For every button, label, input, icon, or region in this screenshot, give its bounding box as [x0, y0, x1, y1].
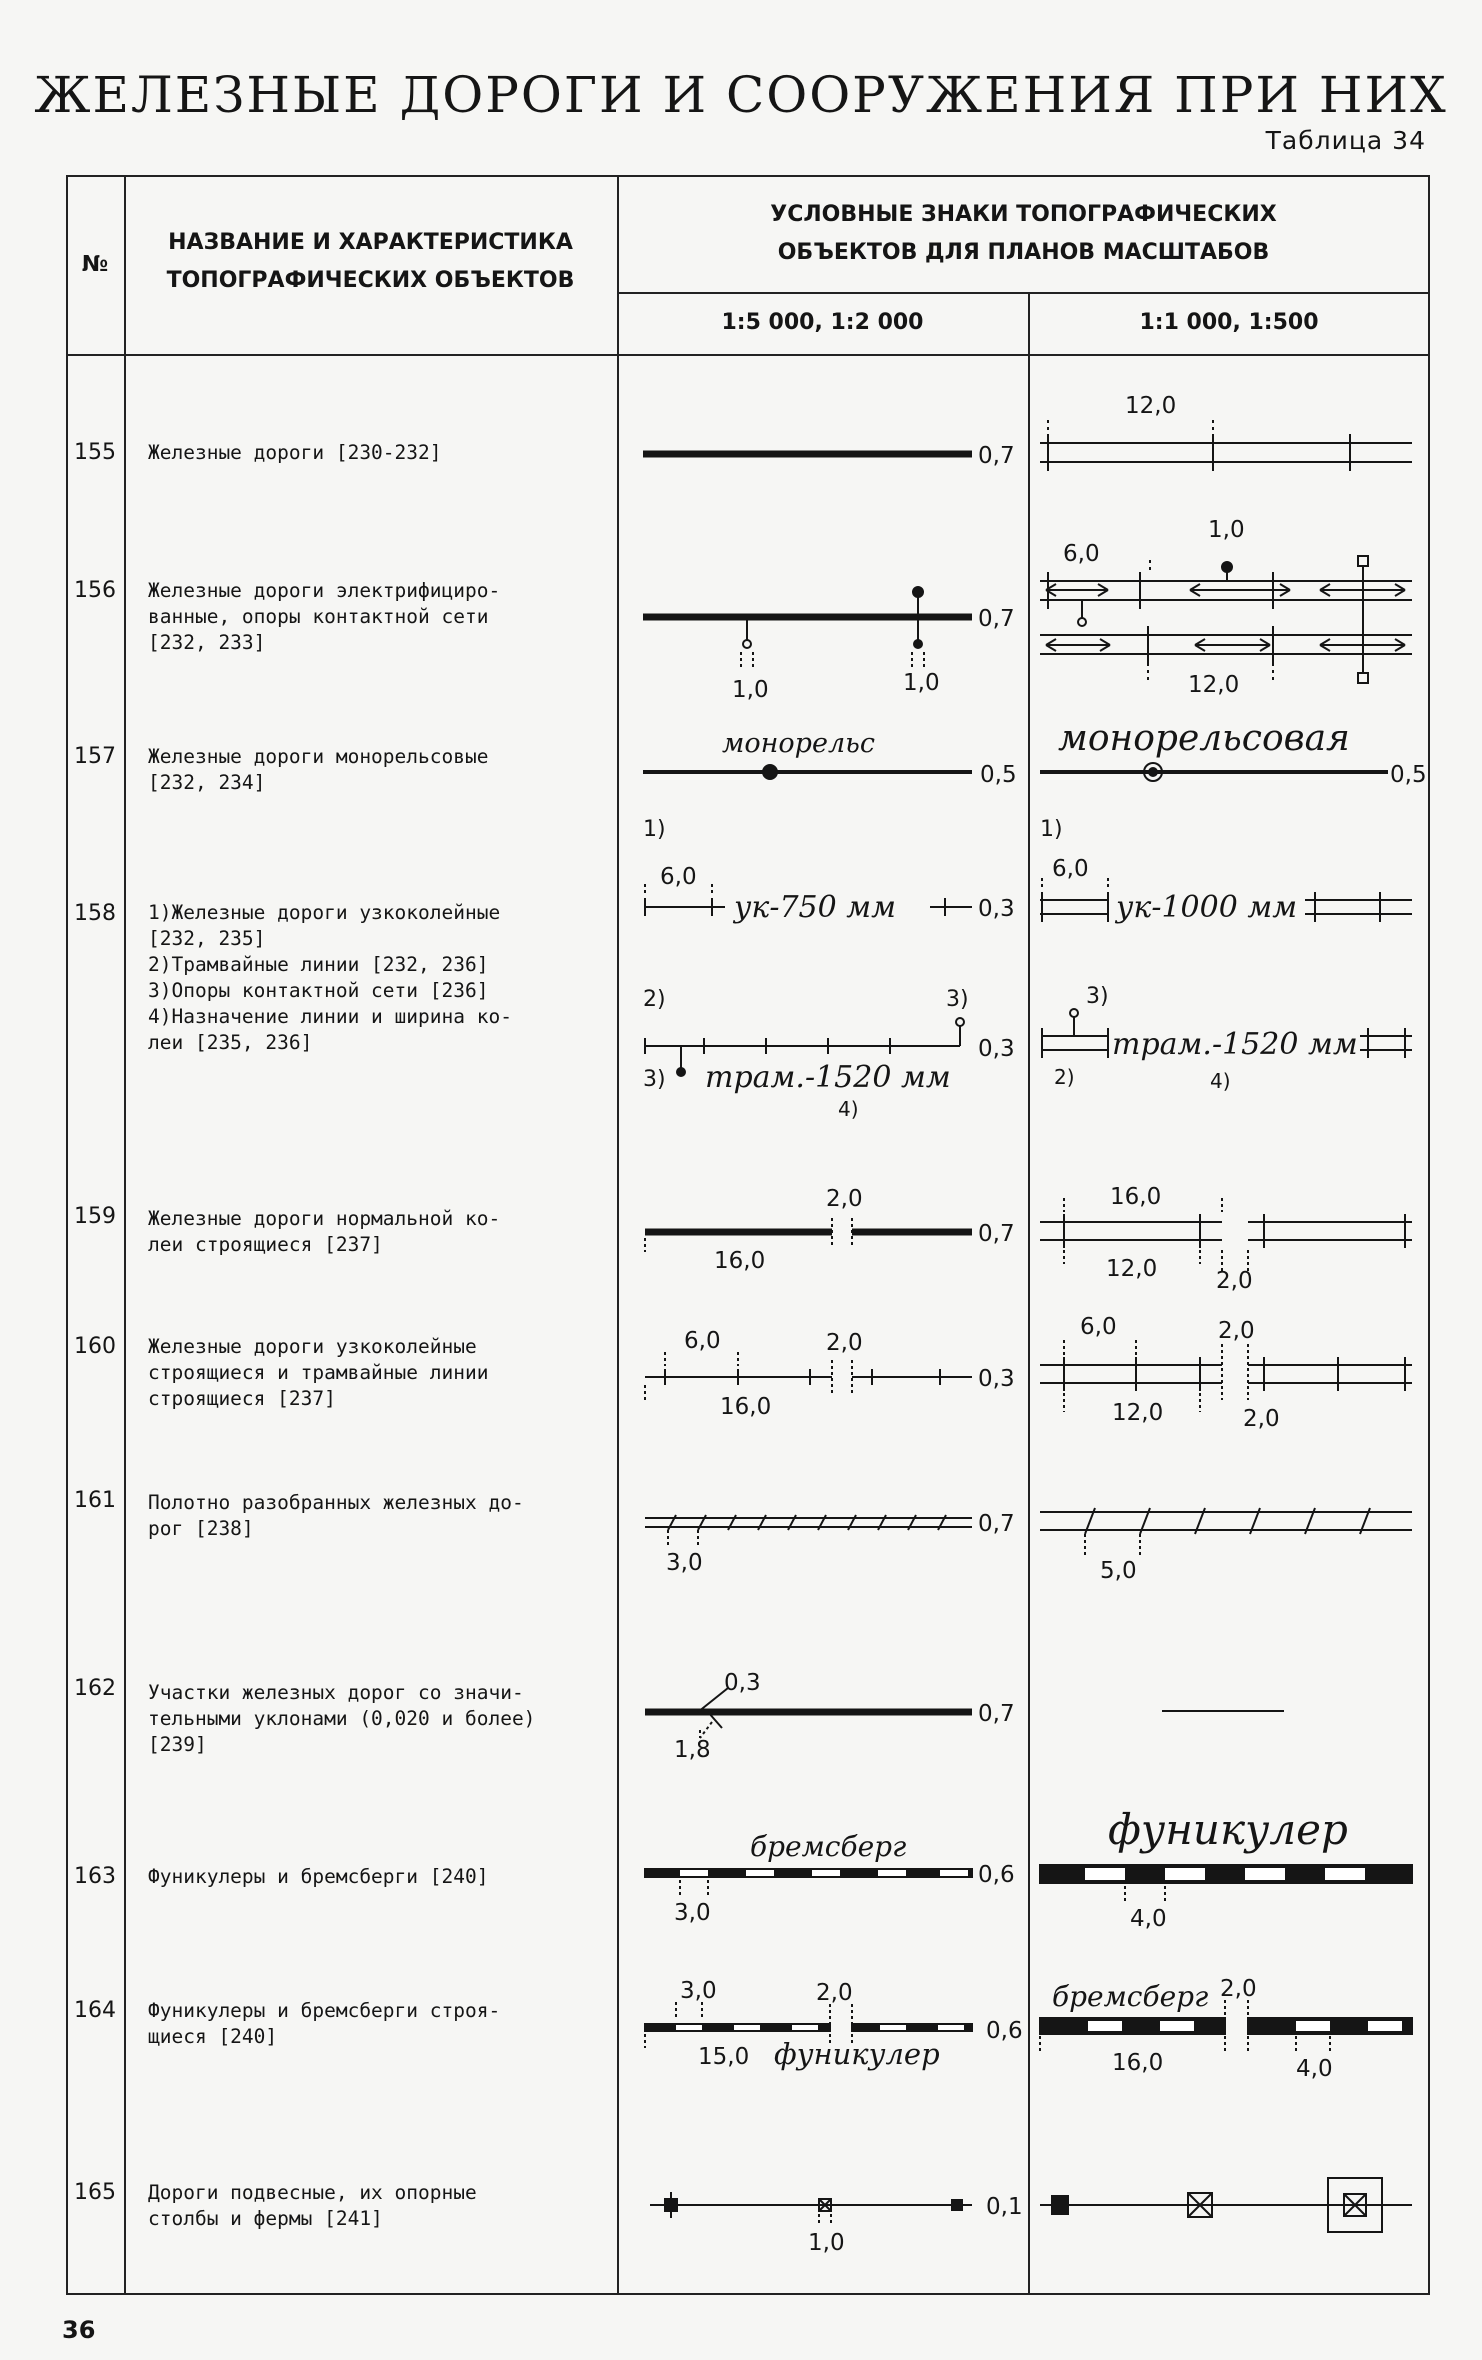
label: 0,7: [978, 1221, 1015, 1247]
header-scale-large: 1:1 000, 1:500: [1139, 310, 1319, 335]
label: 4,0: [1296, 2056, 1333, 2082]
label: 3,0: [680, 1978, 717, 2004]
label: 0,7: [978, 1511, 1015, 1537]
label: 2,0: [1218, 1318, 1255, 1344]
label: 3): [643, 1067, 666, 1092]
desc-line: 4)Назначение линии и ширина ко-: [148, 1005, 512, 1028]
symbol-164-small: [645, 1978, 1023, 2071]
header-name-line: ТОПОГРАФИЧЕСКИХ ОБЪЕКТОВ: [166, 268, 575, 293]
symbol-159-small: [645, 1186, 1015, 1274]
row-number: 158: [74, 901, 116, 926]
desc-line: столбы и фермы [241]: [148, 2207, 383, 2230]
symbol-161-small: [645, 1511, 1015, 1576]
symbol-158-small-1: [643, 817, 1015, 925]
label: трам.-1520 мм: [1112, 1027, 1358, 1062]
label: бремсберг: [1052, 1980, 1209, 2013]
row-number: 161: [74, 1488, 116, 1513]
header-scale-small: 1:5 000, 1:2 000: [721, 310, 924, 335]
label: 4,0: [1130, 1906, 1167, 1932]
label: 0,3: [724, 1670, 761, 1696]
desc-line: [239]: [148, 1733, 207, 1756]
label: 6,0: [1052, 856, 1089, 882]
symbol-156-large: [1040, 517, 1412, 698]
desc-line: [232, 235]: [148, 927, 266, 950]
label: 12,0: [1106, 1256, 1158, 1282]
symbol-157-small: [643, 728, 1017, 788]
header-number: №: [81, 252, 109, 277]
label: 1): [643, 817, 666, 842]
desc-line: ванные, опоры контактной сети: [148, 605, 489, 628]
desc-line: Железные дороги [230-232]: [148, 441, 442, 464]
label: 3,0: [674, 1900, 711, 1926]
symbol-165-large: [1040, 2178, 1412, 2232]
header-signs-line: ОБЪЕКТОВ ДЛЯ ПЛАНОВ МАСШТАБОВ: [777, 240, 1270, 265]
label: 1,0: [1208, 517, 1245, 543]
label: 15,0: [698, 2044, 750, 2070]
label: 0,7: [978, 606, 1015, 632]
row-number: 156: [74, 578, 116, 603]
desc-line: леи [235, 236]: [148, 1031, 313, 1054]
label: 1,0: [903, 670, 940, 696]
row-number: 165: [74, 2180, 116, 2205]
desc-line: Фуникулеры и бремсберги строя-: [148, 1999, 501, 2022]
label: 2,0: [1243, 1406, 1280, 1432]
desc-line: Железные дороги электрифициро-: [148, 579, 501, 602]
row-number: 160: [74, 1334, 116, 1359]
desc-line: 3)Опоры контактной сети [236]: [148, 979, 489, 1002]
symbol-158-large-2: [1042, 984, 1412, 1093]
symbol-165-small: [650, 2192, 1023, 2256]
label: 0,5: [980, 762, 1017, 788]
label: 12,0: [1188, 672, 1240, 698]
symbol-163-small: [645, 1830, 1015, 1926]
label: фуникулер: [774, 2037, 940, 2071]
label: 0,7: [978, 443, 1015, 469]
symbol-160-small: [645, 1328, 1015, 1420]
label: 2,0: [826, 1330, 863, 1356]
symbol-161-large: [1040, 1508, 1412, 1584]
desc-line: Участки железных дорог со значи-: [148, 1681, 524, 1704]
label: бремсберг: [750, 1830, 907, 1863]
label: 4): [838, 1097, 859, 1121]
label: 1,8: [674, 1737, 711, 1763]
desc-line: Фуникулеры и бремсберги [240]: [148, 1865, 489, 1888]
desc-line: Железные дороги нормальной ко-: [148, 1207, 501, 1230]
row-number: 163: [74, 1864, 116, 1889]
row-number: 162: [74, 1676, 116, 1701]
header-name-line: НАЗВАНИЕ И ХАРАКТЕРИСТИКА: [168, 230, 573, 255]
desc-line: Дороги подвесные, их опорные: [148, 2181, 477, 2204]
label: 2,0: [826, 1186, 863, 1212]
desc-line: Железные дороги монорельсовые: [148, 745, 489, 768]
page-number: 36: [62, 2316, 96, 2344]
row-number: 164: [74, 1998, 116, 2023]
label: 2): [643, 987, 666, 1012]
table-label: Таблица 34: [1265, 126, 1426, 155]
label: ук-1000 мм: [1116, 890, 1298, 925]
symbol-158-small-2: [643, 987, 1015, 1121]
label: 0,1: [986, 2194, 1023, 2220]
label: 4): [1210, 1069, 1231, 1093]
desc-line: тельными уклонами (0,020 и более): [148, 1707, 536, 1730]
symbol-158-large-1: [1040, 817, 1412, 925]
label: 3,0: [666, 1550, 703, 1576]
label: 2): [1054, 1065, 1075, 1089]
label: 16,0: [720, 1394, 772, 1420]
label: 1): [1040, 817, 1063, 842]
label: 5,0: [1100, 1558, 1137, 1584]
desc-line: строящиеся и трамвайные линии: [148, 1361, 489, 1384]
label: 1,0: [808, 2230, 845, 2256]
symbol-160-large: [1040, 1314, 1412, 1432]
symbol-164-large: [1040, 1976, 1412, 2082]
label: 12,0: [1125, 393, 1177, 419]
row-number: 159: [74, 1204, 116, 1229]
symbol-156-small: [643, 587, 1015, 703]
label: фуникулер: [1108, 1805, 1348, 1854]
label: 1,0: [732, 677, 769, 703]
desc-line: [232, 234]: [148, 771, 266, 794]
label: 3): [946, 987, 969, 1012]
label: монорельс: [722, 728, 875, 759]
label: 2,0: [816, 1980, 853, 2006]
desc-line: [232, 233]: [148, 631, 266, 654]
symbol-155-large: [1040, 393, 1412, 471]
label: 0,5: [1390, 762, 1427, 788]
symbol-155-small: [643, 443, 1015, 469]
label: 3): [1086, 984, 1109, 1009]
label: 0,3: [978, 1366, 1015, 1392]
desc-line: леи строящиеся [237]: [148, 1233, 383, 1256]
label: 0,7: [978, 1701, 1015, 1727]
header-signs-line: УСЛОВНЫЕ ЗНАКИ ТОПОГРАФИЧЕСКИХ: [770, 202, 1277, 227]
label: 0,3: [978, 896, 1015, 922]
label: 6,0: [684, 1328, 721, 1354]
desc-line: 1)Железные дороги узкоколейные: [148, 901, 501, 924]
label: 0,6: [978, 1862, 1015, 1888]
desc-line: Полотно разобранных железных до-: [148, 1491, 524, 1514]
symbol-163-large: [1040, 1805, 1412, 1932]
symbol-162-small: [645, 1670, 1015, 1763]
desc-line: Железные дороги узкоколейные: [148, 1335, 477, 1358]
label: 6,0: [1080, 1314, 1117, 1340]
label: 6,0: [1063, 541, 1100, 567]
label: 12,0: [1112, 1400, 1164, 1426]
symbol-157-large: [1040, 718, 1427, 788]
label: 16,0: [1112, 2050, 1164, 2076]
label: 2,0: [1216, 1268, 1253, 1294]
label: 16,0: [714, 1248, 766, 1274]
desc-line: 2)Трамвайные линии [232, 236]: [148, 953, 489, 976]
label: 2,0: [1220, 1976, 1257, 2002]
label: 16,0: [1110, 1184, 1162, 1210]
label: ук-750 мм: [734, 890, 896, 925]
label: 0,6: [986, 2018, 1023, 2044]
label: трам.-1520 мм: [705, 1060, 951, 1095]
desc-line: щиеся [240]: [148, 2025, 278, 2048]
desc-line: строящиеся [237]: [148, 1387, 336, 1410]
desc-line: рог [238]: [148, 1517, 254, 1540]
label: 0,3: [978, 1036, 1015, 1062]
page-title: ЖЕЛЕЗНЫЕ ДОРОГИ И СООРУЖЕНИЯ ПРИ НИХ: [34, 66, 1448, 124]
row-number: 157: [74, 744, 116, 769]
label: монорельсовая: [1058, 718, 1350, 759]
symbol-159-large: [1040, 1184, 1412, 1294]
label: 6,0: [660, 864, 697, 890]
row-number: 155: [74, 440, 116, 465]
